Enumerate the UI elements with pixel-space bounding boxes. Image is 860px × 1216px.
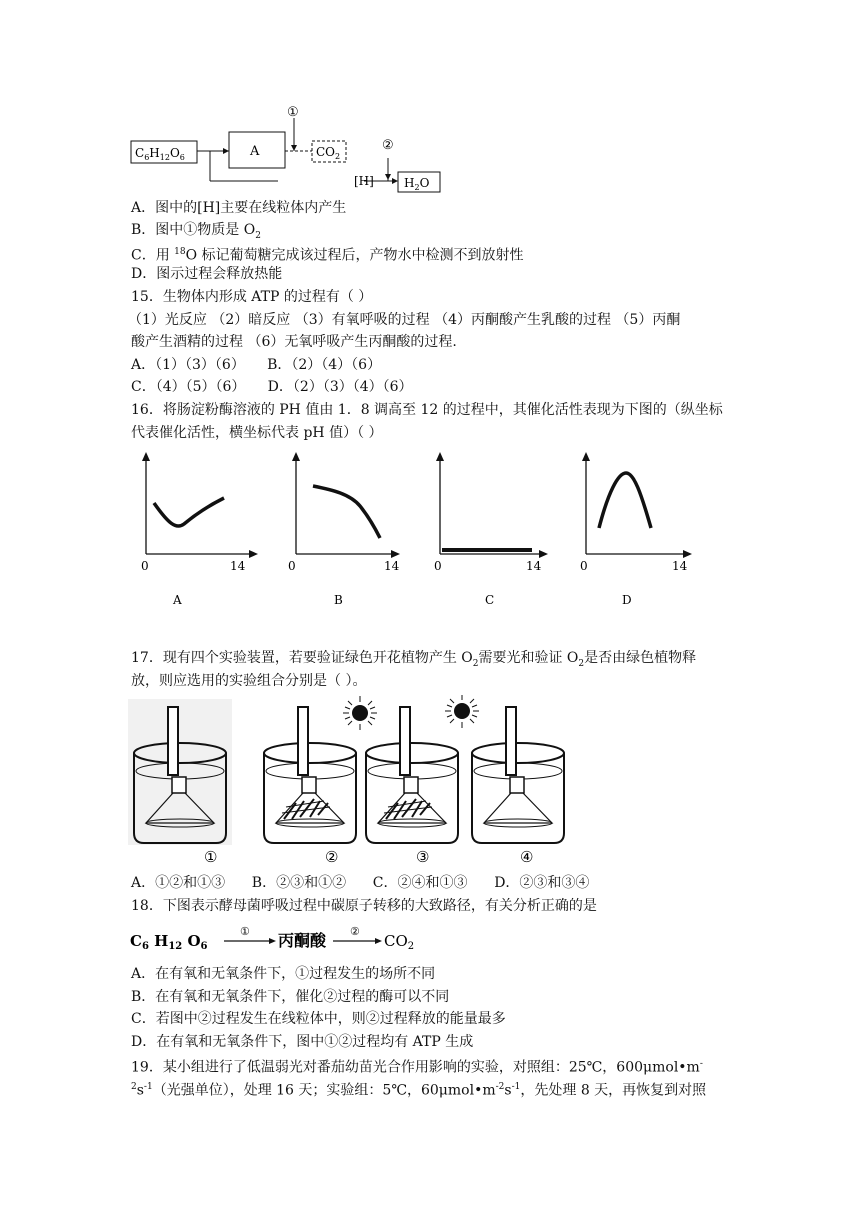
apparatus-3 [366, 707, 458, 843]
q15-options-line2: C．（4）（5）（6） D．（2）（3）（4）（6） [131, 379, 413, 395]
apparatus-3-label: ③ [416, 848, 430, 866]
q15-options-line1: A．（1）（3）（6） B．（2）（4）（6） [131, 357, 382, 373]
apparatus-1-label: ① [204, 848, 218, 866]
q14-option-c [131, 243, 524, 265]
q16-stem-line1: 16．将肠淀粉酶溶液的 PH 值由 1．8 调高至 12 的过程中，其催化活性表现为下图的（纵坐标 [131, 402, 723, 418]
q17-stem-line2: 放，则应选用的实验组合分别是（ ）。 [131, 673, 367, 689]
graph-d [580, 452, 692, 607]
mark-1: ① [287, 105, 299, 120]
pathway-start: $C_6$ $H_{12}$ $O_6$ [130, 932, 208, 952]
q19-sup-a: 2 [131, 1082, 137, 1092]
graph-d-end: 14 [672, 559, 688, 573]
q17-stem-suffix: 是否由绿色植物释 [584, 650, 697, 666]
q17-stem-line1 [131, 649, 696, 673]
curve-a [154, 498, 224, 526]
graph-b-origin: 0 [288, 559, 296, 573]
q18-option-d: D．在有氧和无氧条件下，图中①②过程均有 ATP 生成 [131, 1034, 474, 1050]
q15-items-line1: （1）光反应 （2）暗反应 （3）有氧呼吸的过程 （4）丙酮酸产生乳酸的过程 （5）丙酮 [128, 312, 681, 328]
graph-b [288, 452, 400, 607]
apparatus-4-label: ④ [520, 848, 534, 866]
pathway-step-2: ② [350, 925, 360, 938]
graph-a-label: A [173, 593, 182, 607]
q16-stem-line2: 代表催化活性，横坐标代表 pH 值）（ ） [131, 425, 383, 441]
q19-line2: $^2s^{-1}$（光强单位），处理 16 天；实验组：5℃，$60\mu mol•m^{-2}s^{-1}$，先处理 8 天，再恢复到对照 [131, 1082, 707, 1099]
h-label: [H] [354, 174, 374, 188]
pathway-end: $CO_2$ [384, 932, 415, 952]
co2-label: $CO_2$ [316, 145, 341, 161]
apparatus-2 [264, 707, 356, 843]
q19-sup-d: -1 [511, 1082, 521, 1092]
curve-b [313, 486, 380, 538]
sun-icon [343, 696, 377, 730]
graph-d-origin: 0 [580, 559, 588, 573]
graph-a-origin: 0 [141, 559, 149, 573]
q14-option-b-text: B．图中①物质是 O [131, 222, 256, 238]
q19-sup-b: -1 [143, 1082, 153, 1092]
q18-option-b: B．在有氧和无氧条件下，催化②过程的酶可以不同 [131, 989, 450, 1005]
q19-line1-text: 19．某小组进行了低温弱光对番茄幼苗光合作用影响的实验，对照组：25℃，600μmol•m [131, 1059, 700, 1076]
q17-stem-mid: 需要光和验证 O [478, 650, 579, 666]
mark-2: ② [382, 138, 394, 153]
apparatus-4 [472, 707, 564, 843]
graph-d-label: D [622, 593, 632, 607]
graph-b-end: 14 [384, 559, 400, 573]
q17-options: A．①②和①③ B．②③和①② C．②④和①③ D．②③和③④ [131, 875, 590, 891]
respiration-flow-diagram [128, 104, 448, 196]
box-a-label: A [250, 144, 260, 159]
graph-a [141, 452, 258, 607]
experiment-apparatus-figure [128, 695, 738, 869]
yeast-carbon-pathway [128, 924, 448, 954]
q19-line1-sup: - [699, 1059, 703, 1069]
graph-c-origin: 0 [434, 559, 442, 573]
q14-option-a: A．图中的[H]主要在线粒体内产生 [131, 200, 347, 216]
apparatus-2-label: ② [325, 848, 339, 866]
q14-option-d: D．图示过程会释放热能 [131, 266, 283, 282]
pathway-mid: 丙酮酸 [278, 931, 327, 950]
q17-stem-prefix: 17．现有四个实验装置，若要验证绿色开花植物产生 O [131, 650, 473, 666]
q14-option-c-sup: 18 [174, 247, 186, 257]
pathway-step-1: ① [240, 925, 250, 938]
q17-stem-sub: 2 [472, 658, 479, 669]
q18-option-a: A．在有氧和无氧条件下，①过程发生的场所不同 [131, 966, 436, 982]
q15-stem: 15．生物体内形成 ATP 的过程有（ ） [131, 289, 373, 305]
q19-sup-c: -2 [495, 1082, 505, 1092]
q18-option-c: C．若图中②过程发生在线粒体中，则②过程释放的能量最多 [131, 1011, 506, 1027]
q14-option-c-prefix: C．用 [131, 247, 175, 264]
graph-c-label: C [485, 593, 495, 607]
ph-activity-graphs [128, 448, 718, 613]
curve-d [599, 473, 651, 528]
q15-items-line2: 酸产生酒精的过程 （6）无氧呼吸产生丙酮酸的过程. [131, 334, 457, 350]
graph-c-end: 14 [526, 559, 542, 573]
graph-b-label: B [334, 593, 343, 607]
q14-option-b-sub: 2 [255, 230, 261, 241]
graph-a-end: 14 [230, 559, 246, 573]
glucose-label: $C_6H_{12}O_6$ [135, 146, 185, 162]
q14-option-c-suffix: O 标记葡萄糖完成该过程后，产物水中检测不到放射性 [185, 247, 524, 264]
h2o-label: $H_2O$ [404, 176, 430, 192]
graph-c [434, 452, 548, 607]
q14-option-b [131, 221, 261, 245]
q18-stem: 18．下图表示酵母菌呼吸过程中碳原子转移的大致路径，有关分析正确的是 [131, 898, 597, 914]
q19-line1 [131, 1055, 703, 1077]
sun-icon [445, 695, 479, 728]
q17-stem-sub2: 2 [578, 658, 585, 669]
